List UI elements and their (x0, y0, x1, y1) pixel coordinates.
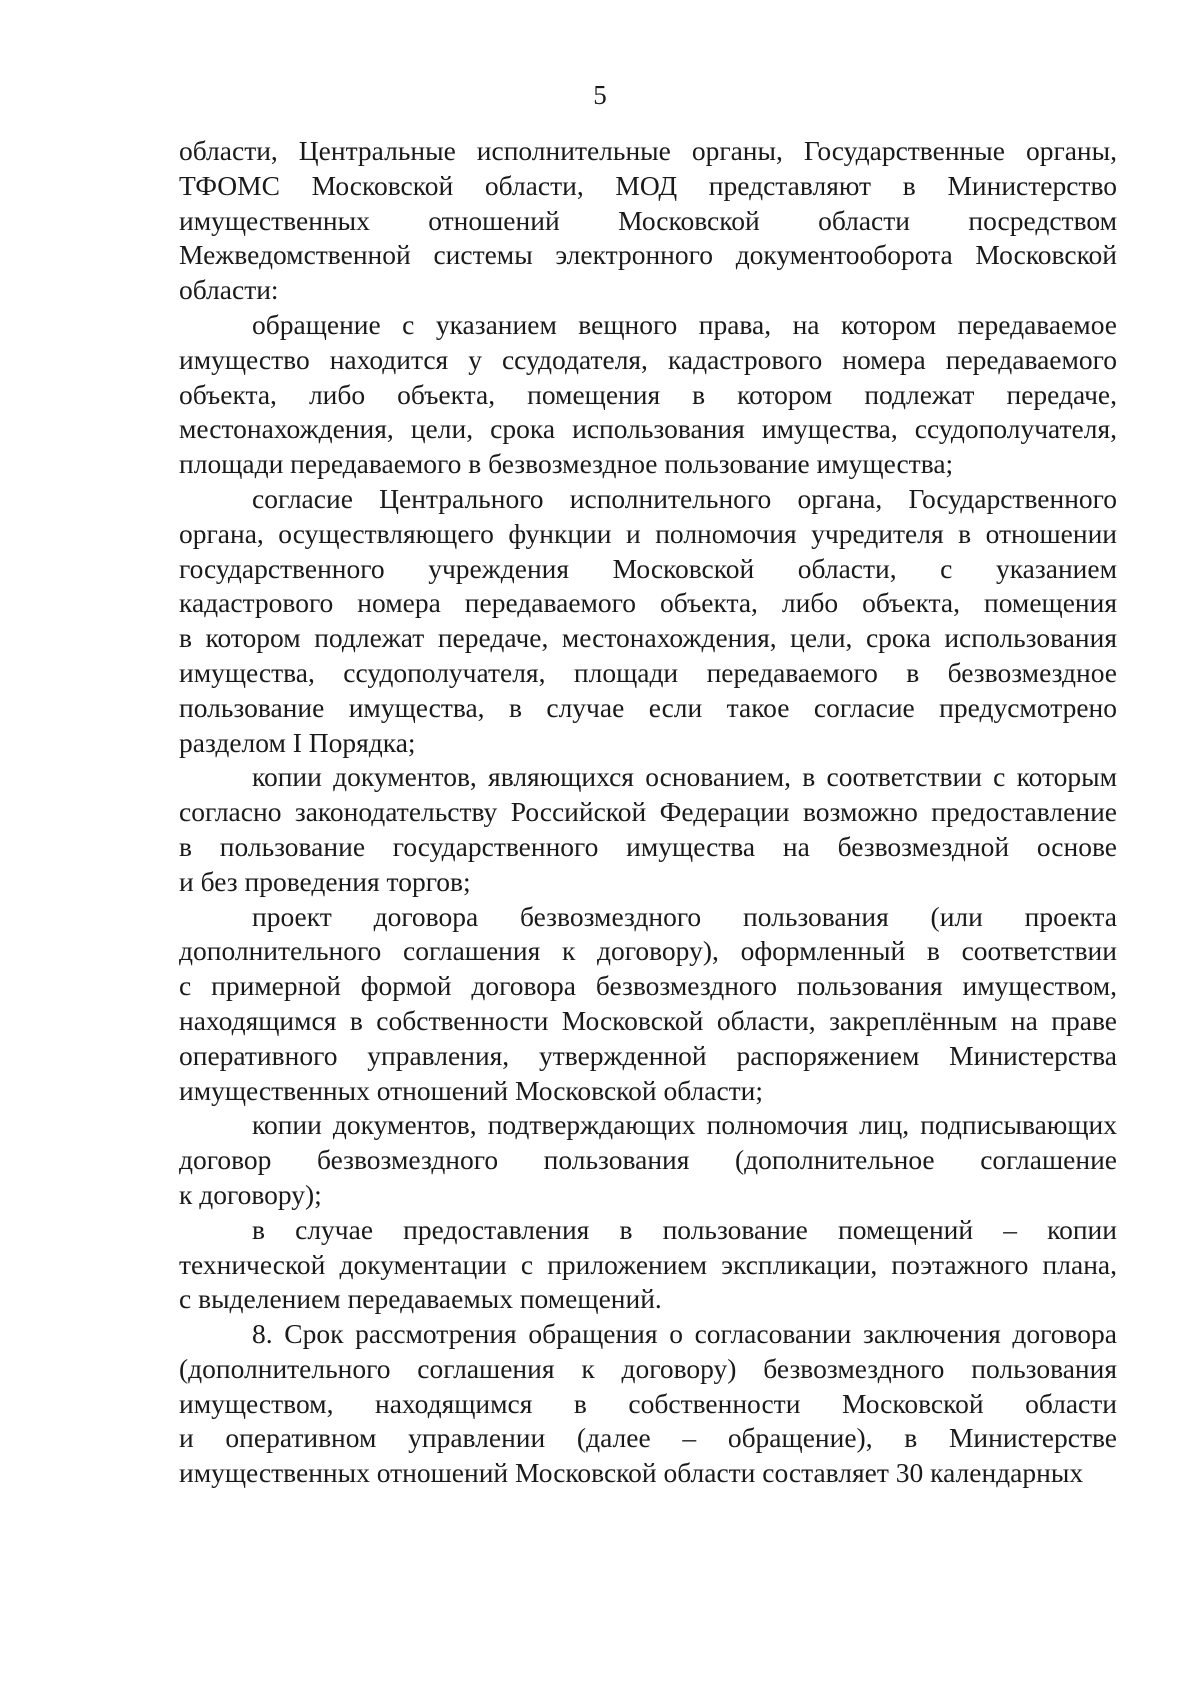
text-line: имущественных отношений Московской области; (179, 1074, 764, 1106)
text-line: (дополнительного соглашения к договору) безвозмездного пользования (179, 1352, 1117, 1384)
text-line: государственного учреждения Московской области, с указанием (179, 552, 1117, 584)
text-line: объекта, либо объекта, помещения в котором подлежат передаче, (179, 378, 1117, 410)
text-line: и оперативном управлении (далее – обращение), в Министерстве (179, 1422, 1117, 1454)
page-number: 5 (593, 80, 607, 110)
text-line: 8. Срок рассмотрения обращения о согласовании заключения договора (252, 1318, 1117, 1350)
text-line: дополнительного соглашения к договору), оформленный в соответствии (179, 935, 1117, 967)
text-line: с примерной формой договора безвозмездного пользования имуществом, (179, 970, 1117, 1002)
text-line: согласно законодательству Российской Федерации возможно предоставление (179, 796, 1117, 828)
text-line: договор безвозмездного пользования (дополнительное соглашение (179, 1144, 1117, 1176)
text-line: имущественных отношений Московской области составляет 30 календарных (179, 1457, 1084, 1489)
text-line: в пользование государственного имущества на безвозмездной основе (179, 830, 1117, 862)
text-line: и без проведения торгов; (179, 865, 471, 897)
text-line: области: (179, 274, 279, 306)
text-line: имущественных отношений Московской области посредством (179, 204, 1117, 236)
paragraph (179, 1317, 1117, 1491)
paragraph (179, 308, 1117, 482)
text-line: оперативного управления, утвержденной распоряжением Министерства (179, 1039, 1117, 1071)
text-line: в случае предоставления в пользование помещений – копии (252, 1213, 1117, 1245)
text-line: области, Центральные исполнительные органы, Государственные органы, (179, 135, 1117, 166)
text-line: местонахождения, цели, срока использования имущества, ссудополучателя, (179, 413, 1117, 445)
text-line: разделом I Порядка; (179, 726, 416, 758)
text-line: органа, осуществляющего функции и полномочия учредителя в отношении (179, 517, 1117, 549)
text-line: с выделением передаваемых помещений. (179, 1283, 662, 1315)
paragraph (179, 760, 1117, 899)
text-line: к договору); (179, 1178, 322, 1210)
text-line: имущества, ссудополучателя, площади передаваемого в безвозмездное (179, 656, 1117, 688)
text-line: кадастрового номера передаваемого объекта, либо объекта, помещения (179, 587, 1117, 619)
text-line: обращение с указанием вещного права, на котором передаваемое (252, 308, 1117, 340)
text-line: в котором подлежат передаче, местонахождения, цели, срока использования (179, 622, 1117, 654)
text-line: копии документов, являющихся основанием, в соответствии с которым (252, 761, 1117, 793)
text-line: технической документации с приложением экспликации, поэтажного плана, (179, 1248, 1117, 1280)
text-line: имущество находится у ссудодателя, кадастрового номера передаваемого (179, 343, 1117, 375)
text-line: площади передаваемого в безвозмездное пользование имущества; (179, 448, 954, 480)
document-body (179, 134, 1117, 1491)
paragraph (179, 482, 1117, 760)
paragraph (179, 1108, 1117, 1212)
paragraph (179, 134, 1117, 308)
text-line: согласие Центрального исполнительного органа, Государственного (252, 482, 1117, 514)
text-line: пользование имущества, в случае если такое согласие предусмотрено (179, 691, 1117, 723)
paragraph (179, 900, 1117, 1109)
text-line: имуществом, находящимся в собственности Московской области (179, 1387, 1117, 1419)
text-line: Межведомственной системы электронного документооборота Московской (179, 239, 1117, 271)
text-line: копии документов, подтверждающих полномочия лиц, подписывающих (252, 1109, 1117, 1141)
paragraph (179, 1213, 1117, 1317)
text-line: ТФОМС Московской области, МОД представляют в Министерство (179, 169, 1117, 201)
text-line: проект договора безвозмездного пользования (или проекта (252, 900, 1117, 932)
text-line: находящимся в собственности Московской области, закреплённым на праве (179, 1004, 1117, 1036)
